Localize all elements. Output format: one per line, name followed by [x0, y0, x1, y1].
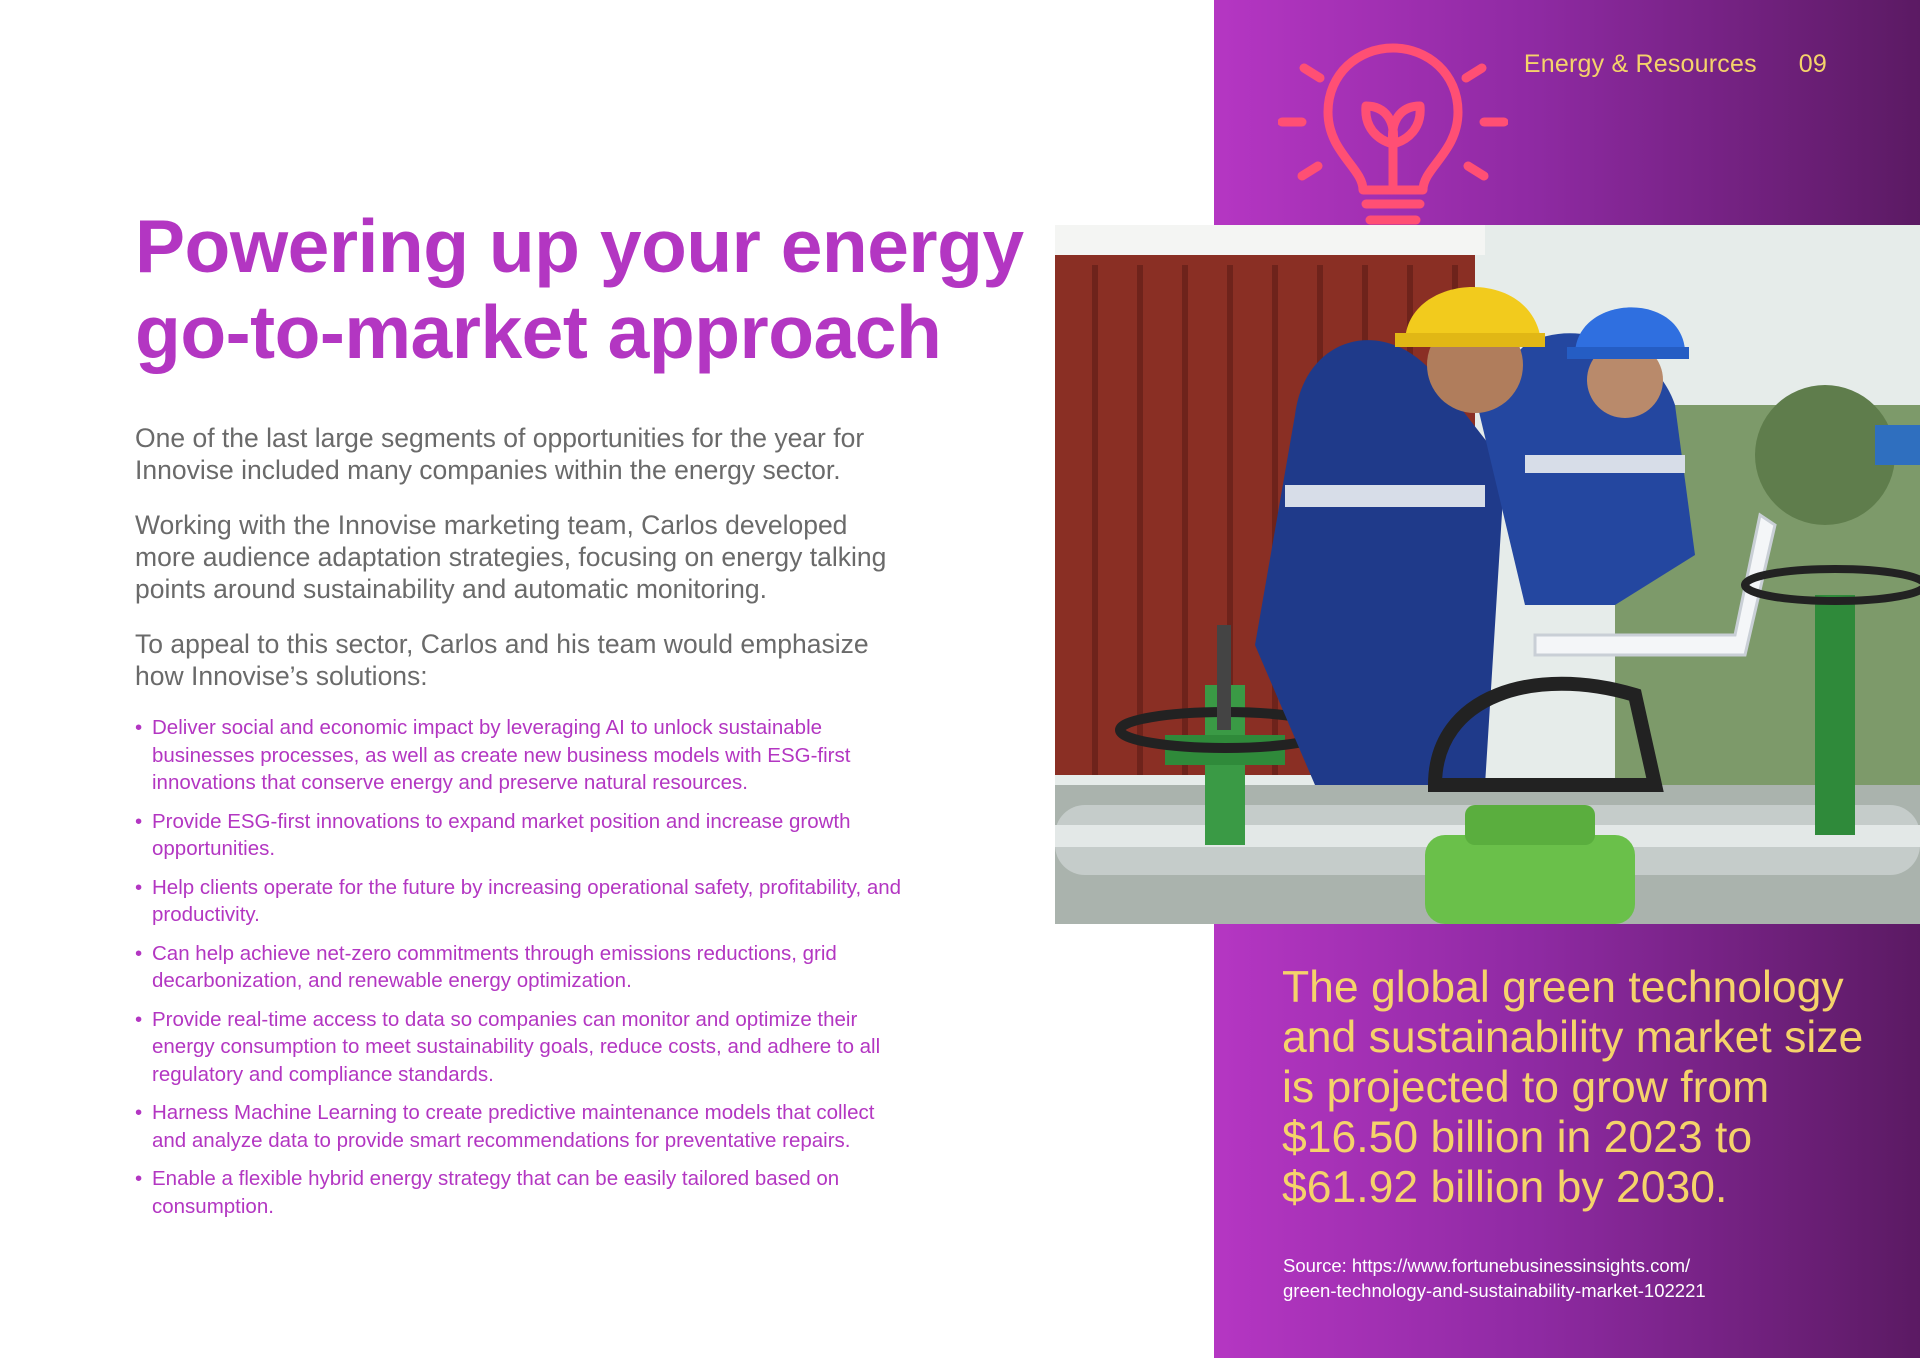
page-number: 09	[1798, 50, 1827, 78]
list-item	[135, 1165, 905, 1220]
list-item	[135, 714, 905, 797]
source-line-2: green-technology-and-sustainability-market-102221	[1283, 1280, 1706, 1301]
list-item	[135, 1099, 905, 1154]
bullet-marker: •	[135, 875, 143, 899]
page-title	[135, 203, 1035, 375]
bullet-marker: •	[135, 941, 143, 965]
paragraph: To appeal to this sector, Carlos and his team would emphasize how Innovise’s solutions:	[135, 629, 869, 691]
list-item-text: Harness Machine Learning to create predictive maintenance models that collect and analyze data to provide smart recommendations for preventative repairs.	[152, 1101, 875, 1152]
list-item-text: Can help achieve net-zero commitments through emissions reductions, grid decarbonization, and renewable energy optimization.	[152, 941, 837, 992]
bullet-marker: •	[135, 809, 143, 833]
paragraph: Working with the Innovise marketing team, Carlos developed more audience adaptation strategies, focusing on energy talking points around sustainability and automatic monitoring.	[135, 510, 887, 604]
paragraph: One of the last large segments of opportunities for the year for Innovise included many companies within the energy sector.	[135, 423, 865, 485]
list-item-text: Provide ESG-first innovations to expand market position and increase growth opportunities.	[152, 809, 851, 860]
lightbulb-with-sprout-icon	[1278, 40, 1508, 230]
intro-text	[135, 422, 895, 715]
bullet-marker: •	[135, 1167, 143, 1190]
list-item	[135, 940, 905, 995]
bullet-marker: •	[135, 1007, 143, 1031]
workers-photo	[1055, 225, 1920, 924]
list-item-text: Provide real-time access to data so companies can monitor and optimize their energy consumption to meet sustainability goals, reduce costs, and adhere to all regulatory and compliance standards.	[152, 1007, 881, 1086]
section-label: Energy & Resources	[1523, 50, 1757, 78]
list-item	[135, 808, 905, 863]
source-line-1: Source: https://www.fortunebusinessinsights.com/	[1283, 1255, 1691, 1276]
list-item-text: Deliver social and economic impact by leveraging AI to unlock sustainable businesses processes, as well as create new business models with ESG-first innovations that conserve energy and preserve natural resources.	[152, 716, 851, 794]
title-line-1: Powering up your energy	[135, 204, 1024, 288]
bullet-marker: •	[135, 1101, 143, 1124]
list-item	[135, 1006, 905, 1089]
list-item-text: Help clients operate for the future by increasing operational safety, profitability, and productivity.	[152, 875, 902, 926]
list-item-text: Enable a flexible hybrid energy strategy that can be easily tailored based on consumption.	[152, 1167, 840, 1218]
title-line-2: go-to-market approach	[135, 290, 942, 374]
market-stat-quote: The global green technology and sustainability market size is projected to grow from $16.50 billion in 2023 to $61.92 billion by 2030.	[1282, 963, 1864, 1212]
solutions-list	[135, 714, 905, 1231]
page-header	[1524, 50, 1827, 79]
source-citation	[1283, 1253, 1843, 1303]
list-item	[135, 874, 905, 929]
bullet-marker: •	[135, 716, 143, 739]
